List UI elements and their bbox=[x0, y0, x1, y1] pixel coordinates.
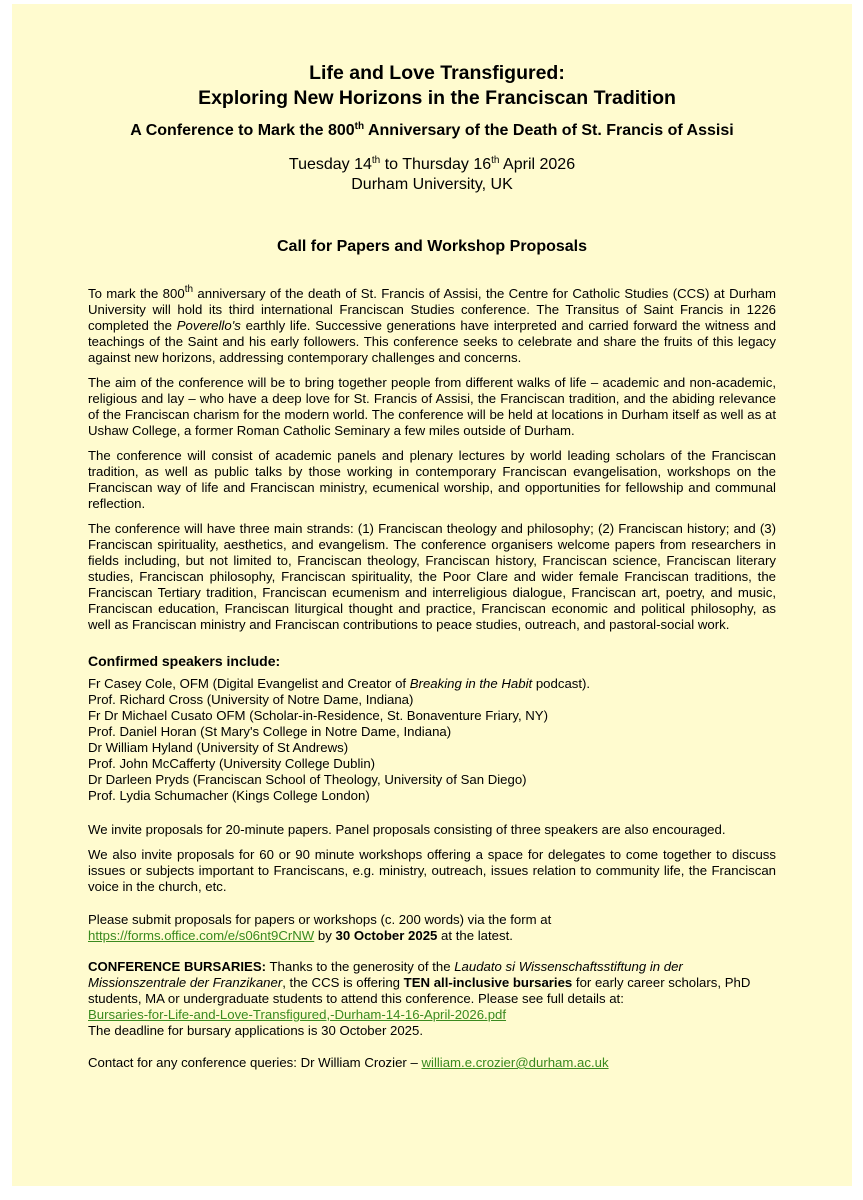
intro-text-b: anniversary of the death of St. Francis of Assisi, the Centre for Catholic Studies (CCS) at Durham University will hold its third international Franciscan Studies conference. The Transitus of Saint Francis in 1226 completed the bbox=[88, 286, 776, 333]
bursary-label: CONFERENCE BURSARIES: bbox=[88, 959, 267, 974]
aim-paragraph: The aim of the conference will be to bring together people from different walks of life – academic and non-academic, religious and lay – who have a deep love for St. Francis of Assisi, the Franciscan tradition, and the abiding relevance of the Franciscan charism for the modern world. The conference will be held at locations in Durham itself as well as at Ushaw College, a former Roman Catholic Seminary a few miles outside of Durham. bbox=[88, 375, 776, 438]
submission-paragraph bbox=[88, 912, 776, 944]
speaker-item: Prof. John McCafferty (University College Dublin) bbox=[88, 756, 376, 771]
contact-email-link[interactable]: william.e.crozier@durham.ac.uk bbox=[421, 1055, 609, 1070]
subtitle-pre: A Conference to Mark the 800 bbox=[130, 122, 355, 139]
papers-paragraph: We invite proposals for 20-minute papers. Panel proposals consisting of three speakers are also encouraged. bbox=[88, 822, 726, 837]
speakers-list bbox=[88, 676, 776, 804]
date-start: Tuesday 14 bbox=[288, 156, 372, 173]
speaker-item bbox=[88, 676, 776, 692]
intro-sup: th bbox=[184, 284, 194, 295]
intro-text-c: earthly life. Successive generations have interpreted and carried forward the witness and teachings of the Saint and his early followers. This conference seeks to celebrate and share the fruits of this legacy against new horizons, addressing contemporary challenges and concerns. bbox=[88, 318, 776, 365]
speakers-heading: Confirmed speakers include: bbox=[88, 653, 281, 669]
flyer-content bbox=[88, 56, 776, 1071]
cfp-heading: Call for Papers and Workshop Proposals bbox=[277, 238, 587, 255]
date-end-sup: th bbox=[491, 155, 500, 166]
speaker-item: Prof. Richard Cross (University of Notre Dame, Indiana) bbox=[88, 692, 414, 707]
speaker-1-tail: podcast). bbox=[532, 676, 591, 691]
conference-dates bbox=[88, 155, 776, 195]
bursary-count: TEN all-inclusive bursaries bbox=[403, 975, 573, 990]
speaker-item: Dr William Hyland (University of St Andrews) bbox=[88, 740, 349, 755]
date-start-sup: th bbox=[371, 155, 381, 166]
format-paragraph: The conference will consist of academic panels and plenary lectures by world leading scholars of the Franciscan tradition, as well as public talks by those working in contemporary Franciscan evangelisation, workshops on the Franciscan way of life and Franciscan ministry, ecumenical worship, and opportunities for fellowship and communal reflection. bbox=[88, 448, 776, 511]
intro-emphasis: Poverello's bbox=[176, 318, 241, 333]
speaker-item: Prof. Lydia Schumacher (Kings College London) bbox=[88, 788, 370, 803]
bursary-text-b: , the CCS is offering bbox=[282, 975, 404, 990]
bursary-deadline: The deadline for bursary applications is 30 October 2025. bbox=[88, 1023, 424, 1038]
submission-tail: at the latest. bbox=[437, 928, 513, 943]
intro-paragraph bbox=[88, 286, 776, 366]
submission-text: Please submit proposals for papers or workshops (c. 200 words) via the form at bbox=[88, 912, 552, 927]
speaker-1-text: Fr Casey Cole, OFM (Digital Evangelist and Creator of bbox=[88, 676, 410, 691]
bursary-pdf-link[interactable]: Bursaries-for-Life-and-Love-Transfigured,-Durham-14-16-April-2026.pdf bbox=[88, 1007, 507, 1022]
conference-title bbox=[98, 56, 776, 111]
speaker-item: Prof. Daniel Horan (St Mary's College in Notre Dame, Indiana) bbox=[88, 724, 452, 739]
speaker-item: Fr Dr Michael Cusato OFM (Scholar-in-Residence, St. Bonaventure Friary, NY) bbox=[88, 708, 548, 723]
bursary-paragraph bbox=[88, 959, 776, 1039]
bursary-text-c: for early career scholars, PhD students, MA or undergraduate students to attend this conference. Please see full details at: bbox=[88, 975, 751, 1006]
submission-deadline: 30 October 2025 bbox=[335, 928, 438, 943]
workshops-paragraph: We also invite proposals for 60 or 90 minute workshops offering a space for delegates to come together to discuss issues or subjects important to Franciscans, e.g. ministry, outreach, issues relation to community life, the Franciscan voice in the church, etc. bbox=[88, 847, 776, 894]
flyer-page bbox=[12, 4, 852, 1186]
submission-by: by bbox=[314, 928, 336, 943]
venue: Durham University, UK bbox=[351, 176, 513, 193]
submission-form-link[interactable]: https://forms.office.com/e/s06nt9CrNW bbox=[88, 928, 315, 943]
subtitle-post: Anniversary of the Death of St. Francis of Assisi bbox=[364, 122, 734, 139]
date-month: April 2026 bbox=[499, 156, 576, 173]
strands-paragraph: The conference will have three main strands: (1) Franciscan theology and philosophy; (2) Franciscan history; and (3) Franciscan spirituality, aesthetics, and evangelism. The conference organisers welcome papers from researchers in fields including, but not limited to, Franciscan theology, Franciscan history, Franciscan science, Franciscan literary studies, Franciscan philosophy, Franciscan spirituality, the Poor Clare and wider female Franciscan traditions, the Franciscan Tertiary tradition, Franciscan ecumenism and interreligious dialogue, Franciscan art, poetry, and music, Franciscan education, Franciscan liturgical thought and practice, Franciscan economic and political philosophy, as well as Franciscan ministry and Franciscan contributions to peace studies, outreach, and pastoral-social work. bbox=[88, 521, 776, 632]
subtitle-sup: th bbox=[354, 121, 365, 132]
conference-subtitle bbox=[88, 120, 776, 142]
intro-text-a: To mark the 800 bbox=[88, 286, 185, 301]
contact-text: Contact for any conference queries: Dr William Crozier – bbox=[88, 1055, 422, 1070]
speaker-item: Dr Darleen Pryds (Franciscan School of Theology, University of San Diego) bbox=[88, 772, 527, 787]
title-line-2: Exploring New Horizons in the Franciscan Tradition bbox=[198, 87, 676, 109]
contact-paragraph bbox=[88, 1055, 776, 1071]
speaker-1-podcast: Breaking in the Habit bbox=[409, 676, 533, 691]
bursary-text-a: Thanks to the generosity of the bbox=[266, 959, 455, 974]
date-range bbox=[88, 155, 776, 175]
title-line-1: Life and Love Transfigured: bbox=[309, 62, 565, 84]
bursary-foundation: Laudato si Wissenschaftsstiftung in der Missionszentrale der Franzikaner bbox=[88, 959, 683, 990]
date-end: to Thursday 16 bbox=[380, 156, 492, 173]
